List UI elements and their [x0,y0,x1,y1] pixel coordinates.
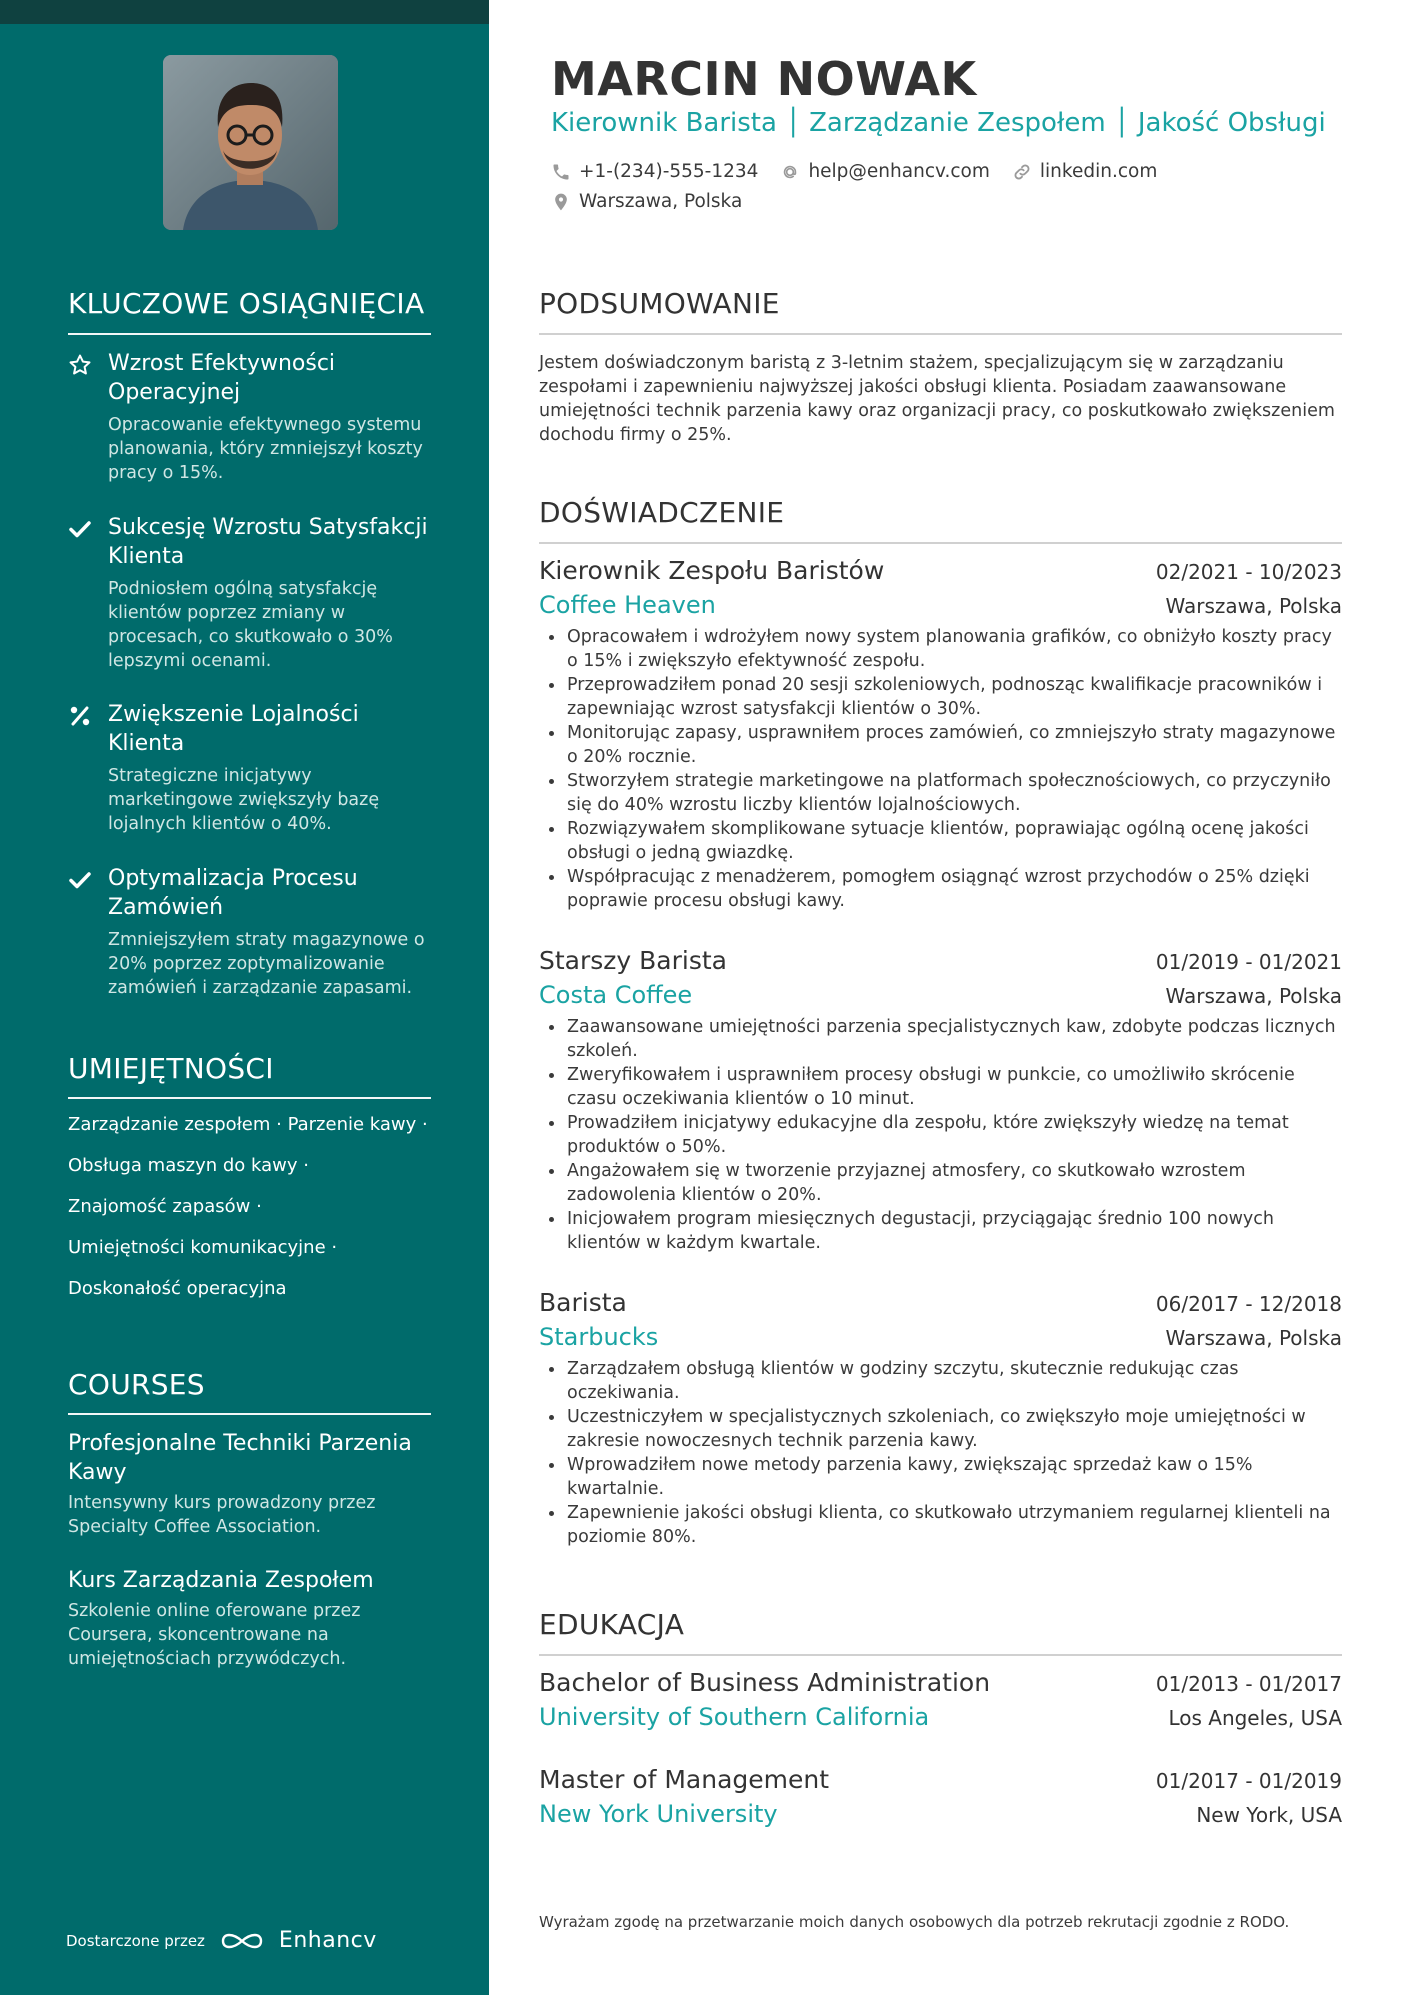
achievement-item [68,513,438,673]
education-school[interactable]: University of Southern California [539,1703,930,1731]
consent-clause: Wyrażam zgodę na przetwarzanie moich danych osobowych dla potrzeb rekrutacji zgodnie z RODO. [539,1913,1290,1931]
job-bullets [539,1357,1342,1549]
skills-title: UMIEJĘTNOŚCI [68,1052,274,1085]
email-contact[interactable] [780,161,989,182]
education-dates: 01/2017 - 01/2019 [1155,1769,1342,1793]
skills-list [68,1113,438,1318]
phone-text: +1-(234)-555-1234 [579,161,759,182]
job-bullet: Prowadziłem inicjatywy edukacyjne dla zespołu, które zwiększyły wiedzę na temat produktów o 50%. [539,1111,1342,1159]
course-title: Kurs Zarządzania Zespołem [68,1568,374,1593]
job-title: Barista [539,1288,627,1317]
powered-by-label: Dostarczone przez [66,1931,205,1950]
course-item [68,1566,438,1671]
job-bullets [539,625,1342,913]
percent-icon [68,704,92,728]
linkedin-contact[interactable] [1012,161,1157,182]
summary-title: PODSUMOWANIE [539,287,780,320]
achievement-item [68,864,438,1000]
link-icon [1012,162,1032,182]
achievement-title: Sukcesję Wzrostu Satysfakcji Klienta [108,515,428,569]
job-location: Warszawa, Polska [1165,594,1342,618]
skills-divider [68,1097,431,1099]
job-title: Starszy Barista [539,946,728,975]
job-title: Kierownik Zespołu Baristów [539,556,885,585]
job-dates: 06/2017 - 12/2018 [1155,1292,1342,1316]
check-icon [68,517,92,541]
location-text: Warszawa, Polska [579,191,743,212]
achievements-title: KLUCZOWE OSIĄGNIĘCIA [68,287,425,320]
check-icon [68,868,92,892]
achievement-title: Wzrost Efektywności Operacyjnej [108,351,336,405]
job-entry [539,556,1342,913]
powered-by[interactable] [66,1928,377,1953]
enhancv-brand: Enhancv [278,1928,377,1953]
experience-title: DOŚWIADCZENIE [539,496,785,529]
achievement-item [68,349,438,485]
courses-divider [68,1413,431,1415]
job-location: Warszawa, Polska [1165,984,1342,1008]
skill-line: Obsługa maszyn do kawy · [68,1155,309,1176]
skill-line: Zarządzanie zespołem · Parzenie kawy · [68,1114,428,1135]
achievement-desc: Opracowanie efektywnego systemu planowania, który zmniejszył koszty pracy o 15%. [108,415,423,483]
linkedin-text: linkedin.com [1039,161,1158,182]
location-contact [551,191,742,212]
education-location: New York, USA [1196,1803,1342,1827]
job-entry [539,1288,1342,1549]
enhancv-logo-icon [219,1929,265,1953]
course-title: Profesjonalne Techniki Parzenia Kawy [68,1431,412,1485]
job-bullet: Stworzyłem strategie marketingowe na platformach społecznościowych, co przyczyniło się do 40% wzrostu liczby klientów lojalnościowych. [539,769,1342,817]
skill-line: Umiejętności komunikacyjne · [68,1237,338,1258]
job-bullet: Inicjowałem program miesięcznych degustacji, przyciągając średnio 100 nowych klientów w każdym kwartale. [539,1207,1342,1255]
education-dates: 01/2013 - 01/2017 [1155,1672,1342,1696]
education-divider [539,1654,1342,1656]
candidate-headline: Kierownik Barista │ Zarządzanie Zespołem │ Jakość Obsługi [551,108,1326,138]
location-pin-icon [551,192,571,212]
job-bullet: Angażowałem się w tworzenie przyjaznej atmosfery, co skutkowało wzrostem zadowolenia klientów o 20%. [539,1159,1342,1207]
job-bullet: Zapewnienie jakości obsługi klienta, co skutkowało utrzymaniem regularnej klienteli na poziomie 80%. [539,1501,1342,1549]
location-row [551,191,742,212]
courses-title: COURSES [68,1368,205,1401]
job-entry [539,946,1342,1255]
sidebar [0,0,489,1995]
job-dates: 02/2021 - 10/2023 [1155,560,1342,584]
achievement-item [68,700,438,836]
summary-divider [539,333,1342,335]
job-bullet: Zarządzałem obsługą klientów w godziny szczytu, skutecznie redukując czas oczekiwania. [539,1357,1342,1405]
job-company[interactable]: Coffee Heaven [539,591,716,619]
job-location: Warszawa, Polska [1165,1326,1342,1350]
education-entry [539,1765,1342,1828]
phone-icon [551,162,571,182]
course-item [68,1429,438,1539]
email-text: help@enhancv.com [808,161,990,182]
job-bullet: Zweryfikowałem i usprawniłem procesy obsługi w punkcie, co umożliwiło skrócenie czasu oczekiwania klientów o 10 minut. [539,1063,1342,1111]
achievement-desc: Zmniejszyłem straty magazynowe o 20% poprzez zoptymalizowanie zamówień i zarządzanie zapasami. [108,930,425,998]
at-icon [780,162,800,182]
job-company[interactable]: Costa Coffee [539,981,693,1009]
job-bullet: Zaawansowane umiejętności parzenia specjalistycznych kaw, zdobyte podczas licznych szkoleń. [539,1015,1342,1063]
contact-row [551,161,1157,182]
achievement-desc: Strategiczne inicjatywy marketingowe zwiększyły bazę lojalnych klientów o 40%. [108,766,380,834]
sidebar-top-bar [0,0,489,24]
summary-text: Jestem doświadczonym baristą z 3-letnim stażem, specjalizującym się w zarządzaniu zespołami i zapewnieniu najwyższej jakości obsługi klienta. Posiadam zaawansowane umiejętności technik parzenia kawy oraz organizacji pracy, co poskutkowało zwiększeniem dochodu firmy o 25%. [539,353,1335,445]
job-bullets [539,1015,1342,1255]
job-bullet: Współpracując z menadżerem, pomogłem osiągnąć wzrost przychodów o 25% dzięki poprawie procesu obsługi kawy. [539,865,1342,913]
star-icon [68,353,92,377]
course-desc: Intensywny kurs prowadzony przez Specialty Coffee Association. [68,1493,376,1537]
achievement-title: Zwiększenie Lojalności Klienta [108,702,359,756]
job-dates: 01/2019 - 01/2021 [1155,950,1342,974]
job-bullet: Uczestniczyłem w specjalistycznych szkoleniach, co zwiększyło moje umiejętności w zakresie nowoczesnych technik parzenia kawy. [539,1405,1342,1453]
job-bullet: Rozwiązywałem skomplikowane sytuacje klientów, poprawiając ogólną ocenę jakości obsługi o jedną gwiazdkę. [539,817,1342,865]
skill-line: Doskonałość operacyjna [68,1278,287,1299]
education-degree: Master of Management [539,1765,830,1794]
skill-line: Znajomość zapasów · [68,1196,262,1217]
job-bullet: Opracowałem i wdrożyłem nowy system planowania grafików, co obniżyło koszty pracy o 15% i zwiększyło efektywność zespołu. [539,625,1342,673]
experience-divider [539,542,1342,544]
education-school[interactable]: New York University [539,1800,778,1828]
education-degree: Bachelor of Business Administration [539,1668,991,1697]
job-bullet: Monitorując zapasy, usprawniłem proces zamówień, co zmniejszyło straty magazynowe o 20% rocznie. [539,721,1342,769]
achievements-divider [68,333,431,335]
job-bullet: Wprowadziłem nowe metody parzenia kawy, zwiększając sprzedaż kaw o 15% kwartalnie. [539,1453,1342,1501]
education-entry [539,1668,1342,1731]
candidate-name: MARCIN NOWAK [551,52,977,106]
education-title: EDUKACJA [539,1608,685,1641]
achievement-desc: Podniosłem ogólną satysfakcję klientów poprzez zmiany w procesach, co skutkowało o 30% lepszymi ocenami. [108,579,393,671]
job-company[interactable]: Starbucks [539,1323,659,1351]
education-location: Los Angeles, USA [1168,1706,1342,1730]
achievement-title: Optymalizacja Procesu Zamówień [108,866,358,920]
profile-photo [163,55,338,230]
phone-contact[interactable] [551,161,758,182]
course-desc: Szkolenie online oferowane przez Coursera, skoncentrowane na umiejętnościach przywódczych. [68,1601,361,1669]
job-bullet: Przeprowadziłem ponad 20 sesji szkoleniowych, podnosząc kwalifikacje pracowników i zapewniając wzrost satysfakcji klientów o 30%. [539,673,1342,721]
